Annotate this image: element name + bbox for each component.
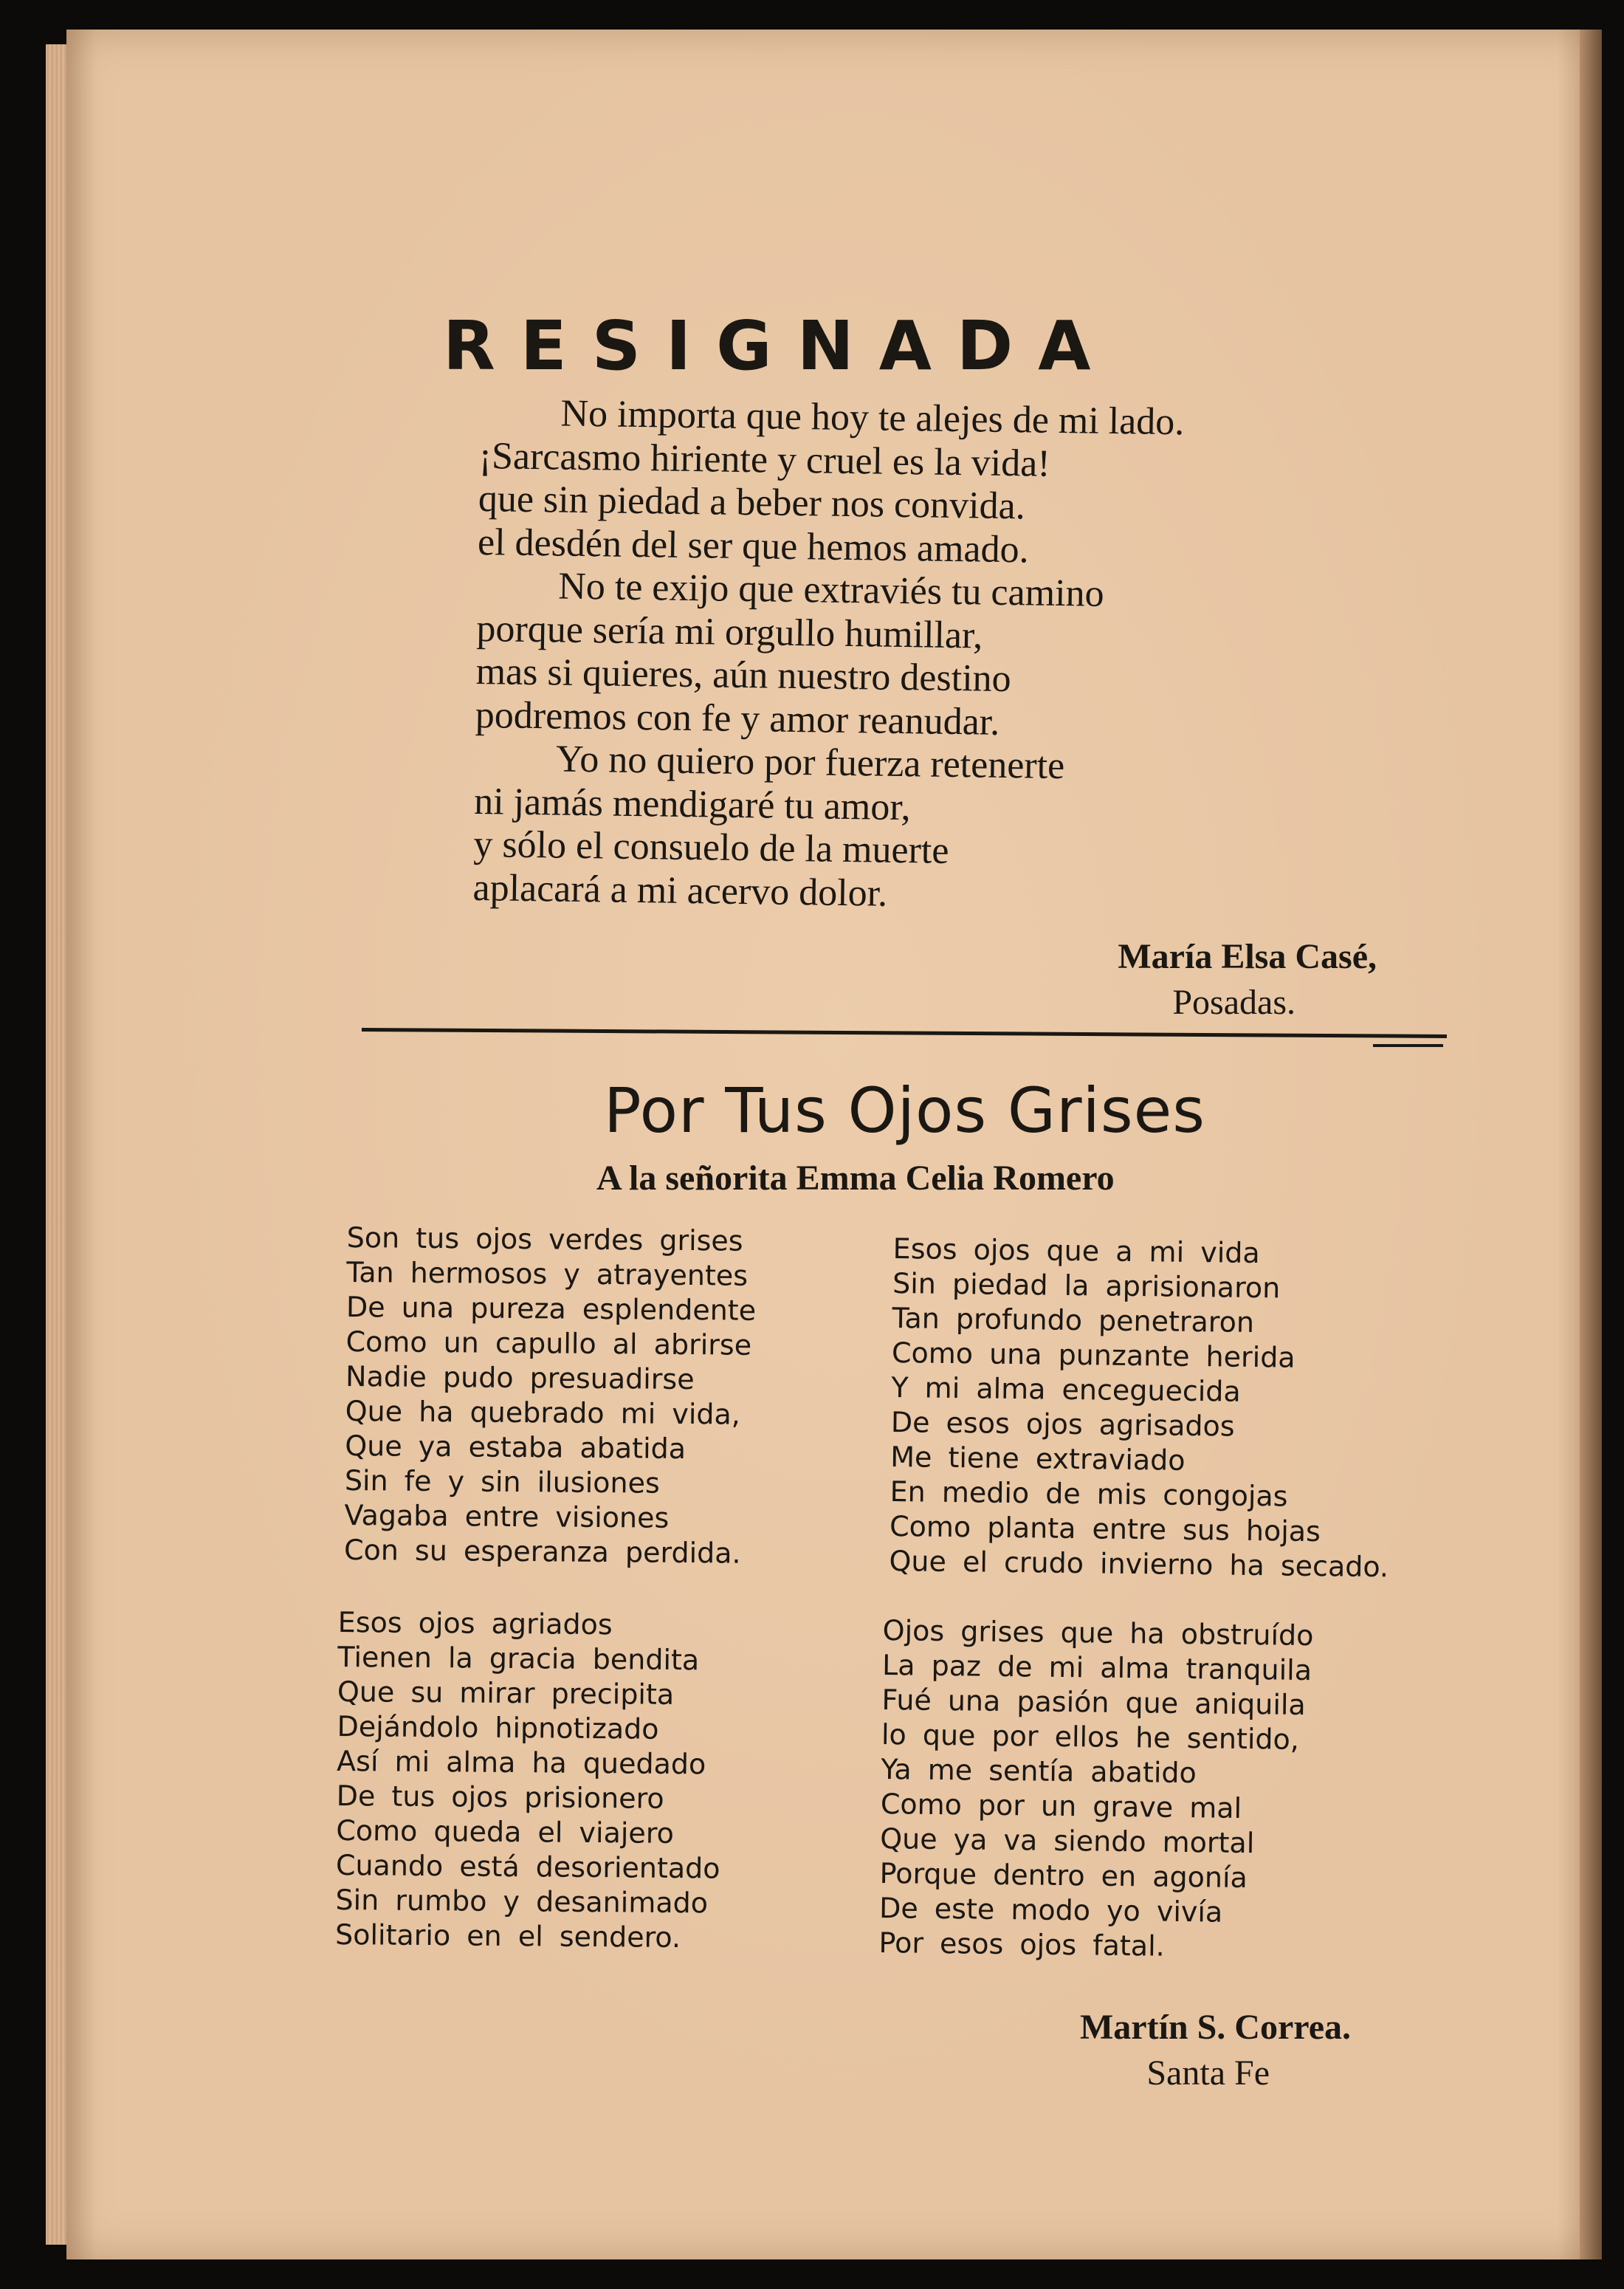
poem1-line: aplacará a mi acervo dolor.	[472, 866, 888, 915]
poem1-body	[472, 391, 1184, 919]
poem2-line: Que ha quebrado mi vida,	[345, 1394, 741, 1431]
page-stack-edges	[46, 44, 68, 2245]
poem2-line: Como por un grave mal	[880, 1787, 1242, 1825]
poem2-dedication: A la señorita Emma Celia Romero	[596, 1159, 1115, 1198]
poem1-line: podremos con fe y amor reanudar.	[475, 693, 1000, 744]
poem2-line: Sin piedad la aprisionaron	[892, 1266, 1281, 1305]
poem1-title: RESIGNADA	[443, 306, 1116, 385]
poem2-line: Con su esperanza perdida.	[343, 1533, 741, 1570]
poem2-line: Solitario en el sendero.	[334, 1918, 681, 1955]
poem2-line: Esos ojos agriados	[337, 1606, 613, 1641]
poem2-line: De esos ojos agrisados	[890, 1405, 1235, 1443]
poem2-line: Ya me sentía abatido	[881, 1752, 1197, 1790]
poem2-left-stanza-1	[344, 1221, 757, 1571]
poem2-line: Esos ojos que a mi vida	[892, 1232, 1260, 1270]
poem2-line: Me tiene extraviado	[890, 1440, 1186, 1477]
poem2-line: Que ya va siendo mortal	[880, 1822, 1255, 1860]
poem2-line: Sin fe y sin ilusiones	[344, 1463, 660, 1500]
poem2-line: De tus ojos prisionero	[336, 1779, 664, 1815]
poem1-line: el desdén del ser que hemos amado.	[477, 521, 1030, 571]
poem1-line: que sin piedad a beber nos convida.	[478, 477, 1026, 528]
section-divider-tail	[1373, 1044, 1443, 1047]
poem2-line: Como queda el viajero	[336, 1813, 675, 1850]
poem2-line: Que ya estaba abatida	[345, 1429, 687, 1466]
poem1-line: porque sería mi orgullo humillar,	[476, 607, 983, 657]
poem2-line: De este modo yo vivía	[878, 1891, 1223, 1929]
poem2-line: Tienen la gracia bendita	[337, 1640, 700, 1677]
poem2-line: Que su mirar precipita	[337, 1675, 675, 1711]
poem2-line: Dejándolo hipnotizado	[337, 1709, 659, 1746]
poem2-title: Por Tus Ojos Grises	[604, 1074, 1206, 1147]
poem1-author: María Elsa Casé,	[1118, 937, 1377, 976]
poem2-right-stanza-1	[889, 1232, 1392, 1585]
poem2-line: Nadie pudo presuadirse	[345, 1359, 695, 1396]
poem2-left-stanza-2	[335, 1605, 723, 1956]
book-gutter-shadow	[1580, 30, 1602, 2259]
poem2-line: Porque dentro en agonía	[879, 1856, 1248, 1895]
poem2-line: Fué una pasión que aniquila	[881, 1683, 1307, 1722]
poem2-line: Y mi alma enceguecida	[891, 1370, 1242, 1408]
poem2-line: Vagaba entre visiones	[344, 1498, 670, 1534]
poem2-place: Santa Fe	[1146, 2053, 1270, 2093]
poem2-line: Así mi alma ha quedado	[336, 1744, 706, 1781]
poem2-line: La paz de mi alma tranquila	[881, 1648, 1312, 1687]
poem1-line: No te exijo que extraviés tu camino	[557, 565, 1104, 615]
poem1-line: y sólo el consuelo de la muerte	[473, 823, 949, 872]
poem1-line: No importa que hoy te alejes de mi lado.	[560, 392, 1185, 444]
poem2-signature	[1019, 2005, 1351, 2096]
poem2-right-stanza-2	[878, 1613, 1313, 1966]
poem1-line: Yo no quiero por fuerza retenerte	[555, 738, 1065, 788]
poem2-author: Martín S. Correa.	[1079, 2008, 1351, 2047]
poem2-line: Como un capullo al abrirse	[345, 1325, 752, 1362]
poem1-place: Posadas.	[1172, 983, 1296, 1022]
poem1-line: ¡Sarcasmo hiriente y cruel es la vida!	[478, 434, 1051, 485]
poem2-line: De una pureza esplendente	[345, 1290, 757, 1327]
poem2-line: Que el crudo invierno ha secado.	[889, 1544, 1389, 1584]
poem1-line: ni jamás mendigaré tu amor,	[473, 780, 911, 828]
poem2-line: En medio de mis congojas	[890, 1475, 1288, 1513]
poem1-signature	[1070, 934, 1377, 1026]
poem2-line: Como una punzante herida	[891, 1336, 1296, 1374]
poem1-line: mas si quieres, aún nuestro destino	[475, 650, 1012, 701]
poem2-line: Son tus ojos verdes grises	[346, 1221, 743, 1257]
poem2-line: Como planta entre sus hojas	[889, 1509, 1321, 1548]
poem2-line: Tan hermosos y atrayentes	[346, 1255, 749, 1292]
poem2-line: Ojos grises que ha obstruído	[882, 1614, 1314, 1653]
poem2-line: Cuando está desorientado	[335, 1848, 720, 1885]
poem2-line: Por esos ojos fatal.	[878, 1926, 1166, 1963]
poem2-line: Tan profundo penetraron	[892, 1301, 1255, 1339]
poem2-line: lo que por ellos he sentido,	[881, 1717, 1300, 1756]
poem2-line: Sin rumbo y desanimado	[335, 1883, 709, 1920]
